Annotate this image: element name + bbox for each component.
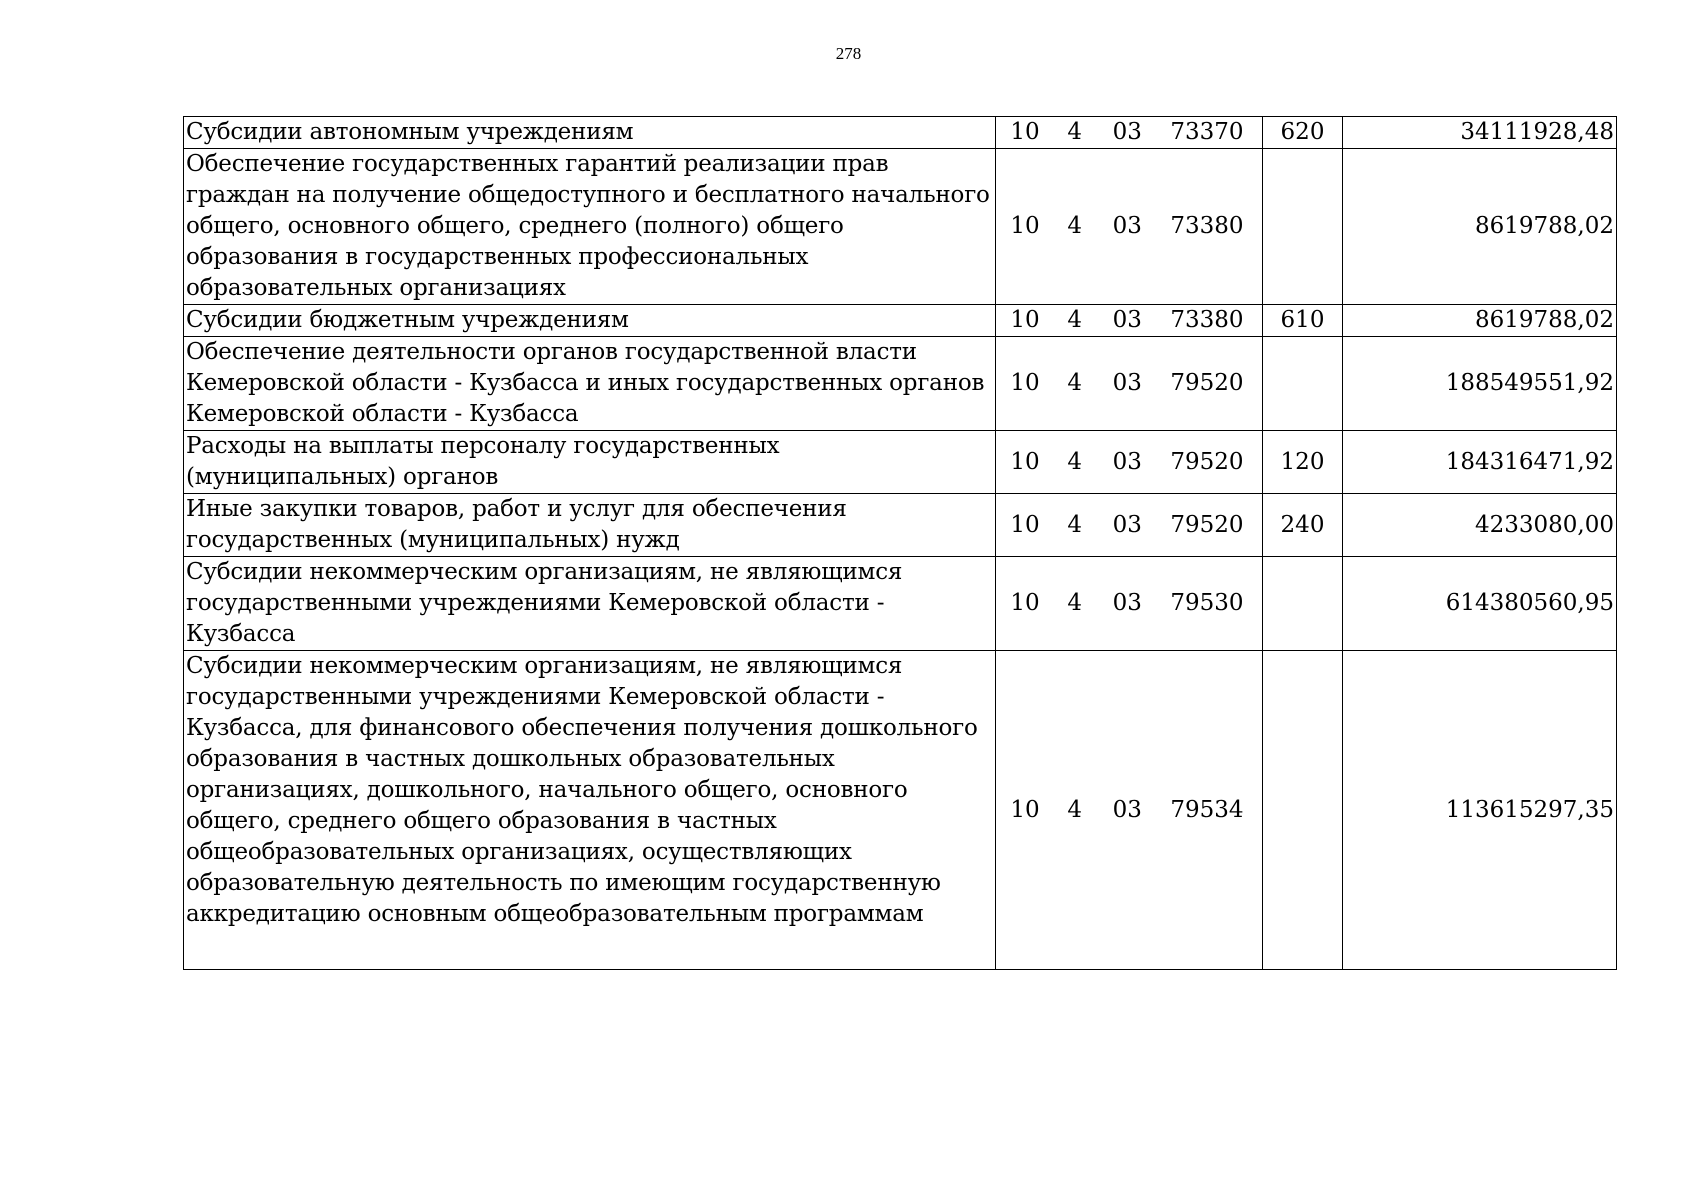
razdel-code: 10 [1010,213,1040,239]
row-codes [996,651,1263,970]
razdel-code: 10 [1010,307,1040,333]
expense-type-code: 620 [1263,117,1343,149]
row-name: Иные закупки товаров, работ и услуг для обеспечения государственных (муниципальных) нужд [184,494,996,557]
row-codes [996,557,1263,651]
podrazdel-code: 4 [1067,590,1082,616]
row-name: Субсидии бюджетным учреждениям [184,305,996,337]
podrazdel-code: 4 [1067,796,1082,823]
table-row [184,651,1617,970]
target-code: 79520 [1170,448,1244,475]
amount: 113615297,35 [1343,651,1617,970]
expense-type-code [1263,557,1343,651]
razdel-code: 10 [1010,511,1040,538]
statya-code: 03 [1112,307,1142,333]
razdel-code: 10 [1010,119,1040,145]
amount: 184316471,92 [1343,431,1617,494]
podrazdel-code: 4 [1067,370,1082,396]
statya-code: 03 [1112,119,1142,145]
amount: 4233080,00 [1343,494,1617,557]
statya-code: 03 [1112,590,1142,616]
podrazdel-code: 4 [1067,307,1082,333]
target-code: 79530 [1170,590,1244,616]
row-codes [996,337,1263,431]
table-row [184,149,1617,305]
expense-type-code [1263,651,1343,970]
expense-type-code: 120 [1263,431,1343,494]
podrazdel-code: 4 [1067,511,1082,538]
razdel-code: 10 [1010,370,1040,396]
row-name: Субсидии некоммерческим организациям, не являющимся государственными учреждениями Кемеровской области - Кузбасса [184,557,996,651]
expense-type-code: 610 [1263,305,1343,337]
target-code: 79520 [1170,511,1244,538]
table-row [184,337,1617,431]
amount: 8619788,02 [1343,149,1617,305]
table-row [184,431,1617,494]
target-code: 73370 [1170,119,1244,145]
amount: 614380560,95 [1343,557,1617,651]
row-name: Субсидии некоммерческим организациям, не являющимся государственными учреждениями Кемеровской области - Кузбасса, для финансового обеспечения получения дошкольного образования в частных дошкольных образовательных организациях, дошкольного, начального общего, основного общего, среднего общего образования в частных общеобразовательных организациях, осуществляющих образовательную деятельность по имеющим государственную аккредитацию основным общеобразовательным программам [184,651,996,970]
razdel-code: 10 [1010,448,1040,475]
expense-type-code [1263,149,1343,305]
podrazdel-code: 4 [1067,213,1082,239]
target-code: 79520 [1170,370,1244,396]
row-name: Субсидии автономным учреждениям [184,117,996,149]
table-row [184,117,1617,149]
statya-code: 03 [1112,448,1142,475]
page-number: 278 [835,44,862,63]
target-code: 73380 [1170,307,1244,333]
row-codes [996,305,1263,337]
row-name: Обеспечение государственных гарантий реализации прав граждан на получение общедоступного и бесплатного начального общего, основного общего, среднего (полного) общего образования в государственных профессиональных образовательных организациях [184,149,996,305]
budget-table [183,116,1617,970]
row-name: Обеспечение деятельности органов государственной власти Кемеровской области - Кузбасса и иных государственных органов Кемеровской области - Кузбасса [184,337,996,431]
statya-code: 03 [1112,796,1142,823]
statya-code: 03 [1112,213,1142,239]
expense-type-code [1263,337,1343,431]
row-codes [996,117,1263,149]
amount: 8619788,02 [1343,305,1617,337]
table-row [184,557,1617,651]
razdel-code: 10 [1010,590,1040,616]
statya-code: 03 [1112,370,1142,396]
target-code: 73380 [1170,213,1244,239]
podrazdel-code: 4 [1067,448,1082,475]
statya-code: 03 [1112,511,1142,538]
table-row [184,494,1617,557]
target-code: 79534 [1170,796,1244,823]
podrazdel-code: 4 [1067,119,1082,145]
table-row [184,305,1617,337]
row-name: Расходы на выплаты персоналу государственных (муниципальных) органов [184,431,996,494]
expense-type-code: 240 [1263,494,1343,557]
row-codes [996,494,1263,557]
row-codes [996,149,1263,305]
amount: 188549551,92 [1343,337,1617,431]
amount: 34111928,48 [1343,117,1617,149]
row-codes [996,431,1263,494]
razdel-code: 10 [1010,796,1040,823]
